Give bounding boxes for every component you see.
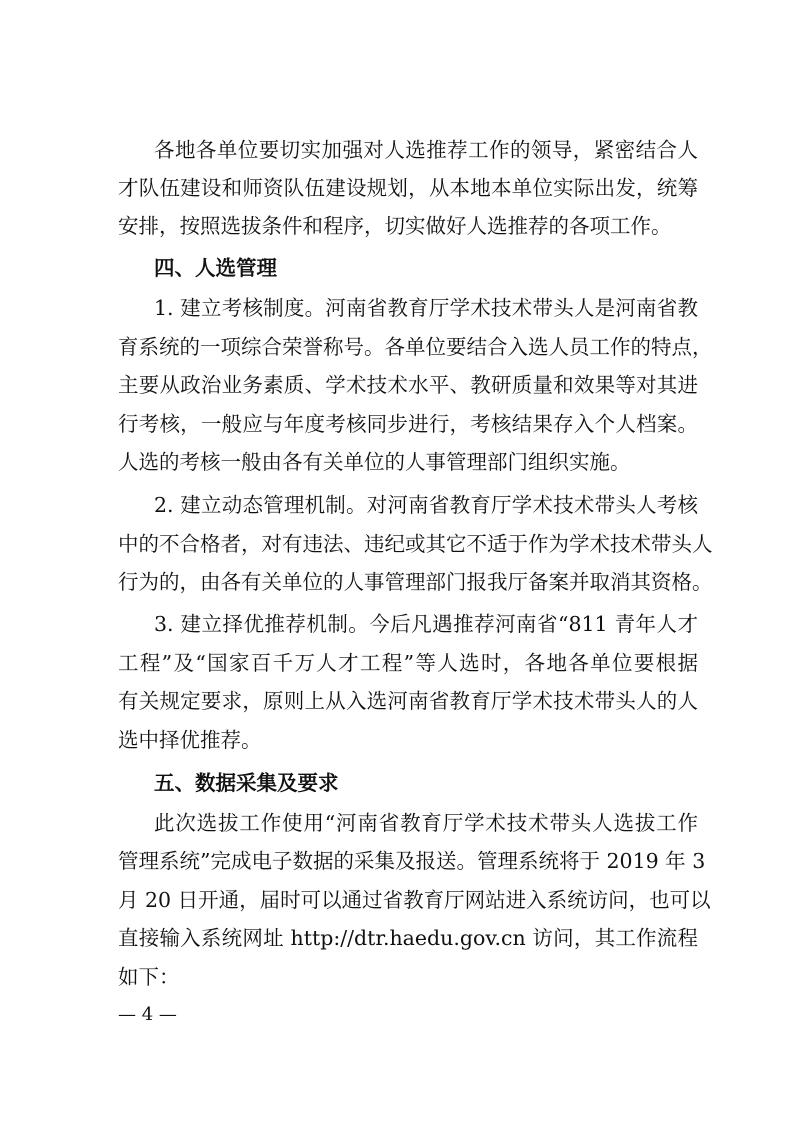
section-4-heading: 四、人选管理 <box>154 256 277 280</box>
page-number: — 4 — <box>118 1004 177 1025</box>
item-2-line-3: 行为的，由各有关单位的人事管理部门报我厅备案并取消其资格。 <box>118 570 713 594</box>
section-5-line-2: 管理系统”完成电子数据的采集及报送。管理系统将于 2019 年 3 <box>118 849 706 873</box>
item-3-line-4: 选中择优推荐。 <box>118 728 262 752</box>
item-1-line-5: 人选的考核一般由各有关单位的人事管理部门组织实施。 <box>118 450 631 474</box>
section-5-line-4: 直接输入系统网址 http://dtr.haedu.gov.cn 访问，其工作流程 <box>118 926 698 950</box>
section-5-line-3: 月 20 日开通，届时可以通过省教育厅网站进入系统访问，也可以 <box>118 888 711 912</box>
intro-line-1: 各地各单位要切实加强对人选推荐工作的领导，紧密结合人 <box>154 138 698 162</box>
item-1-line-1: 1. 建立考核制度。河南省教育厅学术技术带头人是河南省教 <box>154 296 698 320</box>
intro-line-3: 安排，按照选拔条件和程序，切实做好人选推荐的各项工作。 <box>118 214 672 238</box>
item-1-line-3: 主要从政治业务素质、学术技术水平、教研质量和效果等对其进 <box>118 373 698 397</box>
item-2-line-2: 中的不合格者，对有违法、违纪或其它不适于作为学术技术带头人 <box>118 532 713 556</box>
item-1-line-4: 行考核，一般应与年度考核同步进行，考核结果存入个人档案。 <box>118 412 698 436</box>
intro-line-2: 才队伍建设和师资队伍建设规划，从本地本单位实际出发，统筹 <box>118 176 698 200</box>
section-5-line-5: 如下： <box>118 965 180 989</box>
item-1-line-2: 育系统的一项综合荣誉称号。各单位要结合入选人员工作的特点， <box>118 335 713 359</box>
item-2-line-1: 2. 建立动态管理机制。对河南省教育厅学术技术带头人考核 <box>154 493 698 517</box>
item-3-line-1: 3. 建立择优推荐机制。今后凡遇推荐河南省“811 青年人才 <box>154 612 698 636</box>
section-5-line-1: 此次选拔工作使用“河南省教育厅学术技术带头人选拔工作 <box>154 811 698 835</box>
section-5-heading: 五、数据采集及要求 <box>154 771 339 795</box>
item-3-line-2: 工程”及“国家百千万人才工程”等人选时，各地各单位要根据 <box>118 651 698 675</box>
item-3-line-3: 有关规定要求，原则上从入选河南省教育厅学术技术带头人的人 <box>118 689 698 713</box>
